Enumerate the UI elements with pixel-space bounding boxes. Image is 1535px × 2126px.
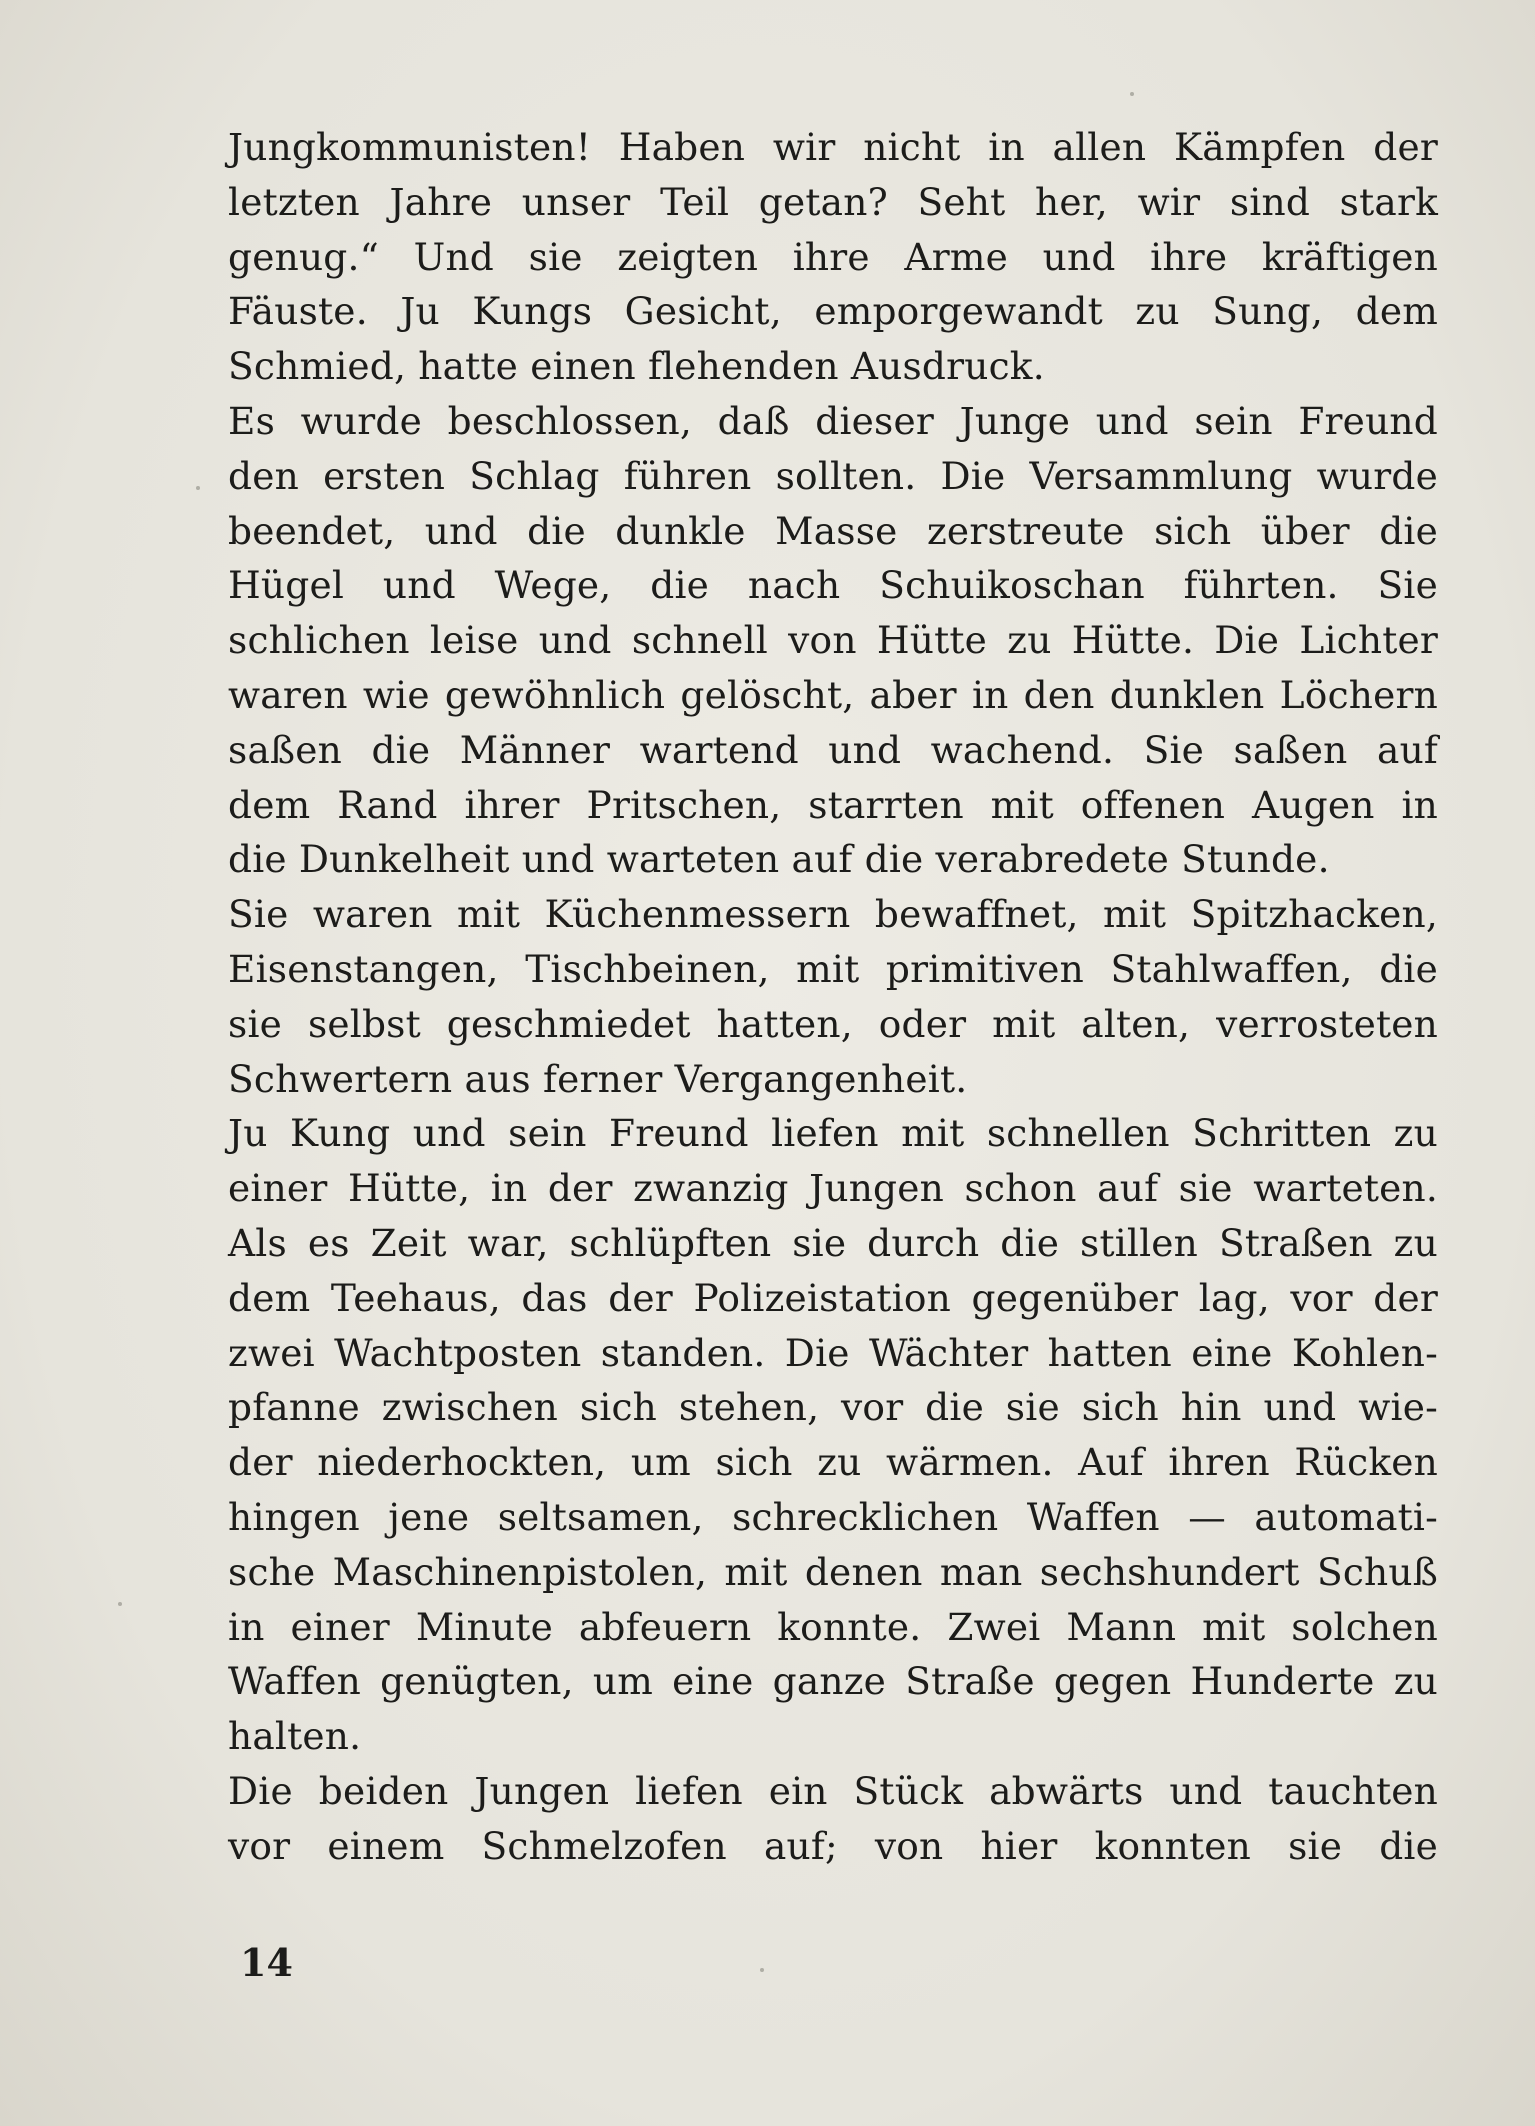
text-line: dem Rand ihrer Pritschen, starrten mit offenen Augen in bbox=[228, 782, 1438, 827]
text-line: Es wurde beschlossen, daß dieser Junge und sein Freund bbox=[228, 398, 1438, 443]
paper-speck bbox=[196, 486, 200, 490]
text-line: sie selbst geschmiedet hatten, oder mit alten, verrosteten bbox=[228, 1001, 1438, 1046]
text-line: Schwertern aus ferner Vergangenheit. bbox=[228, 1056, 968, 1101]
text-line: beendet, und die dunkle Masse zerstreute sich über die bbox=[228, 508, 1438, 553]
body-text bbox=[228, 120, 1438, 1874]
text-line: den ersten Schlag führen sollten. Die Versammlung wurde bbox=[228, 453, 1438, 498]
paper-speck bbox=[118, 1602, 122, 1606]
text-line: die Dunkelheit und warteten auf die verabredete Stunde. bbox=[228, 837, 1330, 882]
text-line: genug.“ Und sie zeigten ihre Arme und ihre kräftigen bbox=[228, 234, 1438, 279]
text-line: der niederhockten, um sich zu wärmen. Auf ihren Rücken bbox=[228, 1440, 1438, 1485]
text-line: Die beiden Jungen liefen ein Stück abwärts und tauchten bbox=[228, 1768, 1438, 1813]
text-line: Eisenstangen, Tischbeinen, mit primitiven Stahlwaffen, die bbox=[228, 946, 1438, 991]
text-line: saßen die Männer wartend und wachend. Sie saßen auf bbox=[228, 727, 1438, 772]
text-line: letzten Jahre unser Teil getan? Seht her, wir sind stark bbox=[228, 179, 1438, 224]
text-line: zwei Wachtposten standen. Die Wächter hatten eine Kohlen- bbox=[228, 1330, 1438, 1375]
text-line: Als es Zeit war, schlüpften sie durch die stillen Straßen zu bbox=[228, 1220, 1438, 1265]
text-line: in einer Minute abfeuern konnte. Zwei Mann mit solchen bbox=[228, 1604, 1438, 1649]
text-line: sche Maschinenpistolen, mit denen man sechshundert Schuß bbox=[228, 1549, 1438, 1594]
text-line: Waffen genügten, um eine ganze Straße gegen Hunderte zu bbox=[228, 1659, 1438, 1704]
page-number: 14 bbox=[240, 1940, 293, 1985]
text-line: waren wie gewöhnlich gelöscht, aber in den dunklen Löchern bbox=[228, 672, 1438, 717]
paper-speck bbox=[1130, 92, 1134, 96]
text-line: Sie waren mit Küchenmessern bewaffnet, mit Spitzhacken, bbox=[228, 892, 1438, 937]
text-line: vor einem Schmelzofen auf; von hier konnten sie die bbox=[228, 1823, 1438, 1868]
text-line: schlichen leise und schnell von Hütte zu Hütte. Die Lichter bbox=[228, 618, 1438, 663]
text-line: Schmied, hatte einen flehenden Ausdruck. bbox=[228, 344, 1045, 389]
text-line: pfanne zwischen sich stehen, vor die sie sich hin und wie- bbox=[228, 1385, 1438, 1430]
text-line: hingen jene seltsamen, schrecklichen Waffen — automati- bbox=[228, 1494, 1438, 1539]
text-line: einer Hütte, in der zwanzig Jungen schon auf sie warteten. bbox=[228, 1166, 1438, 1211]
text-line: Jungkommunisten! Haben wir nicht in allen Kämpfen der bbox=[228, 125, 1438, 169]
paper-speck bbox=[760, 1968, 764, 1972]
text-line: Hügel und Wege, die nach Schuikoschan führten. Sie bbox=[228, 563, 1438, 608]
text-line: Fäuste. Ju Kungs Gesicht, emporgewandt zu Sung, dem bbox=[228, 289, 1438, 334]
text-line: dem Teehaus, das der Polizeistation gegenüber lag, vor der bbox=[228, 1275, 1438, 1320]
text-line: halten. bbox=[228, 1714, 362, 1759]
text-line: Ju Kung und sein Freund liefen mit schnellen Schritten zu bbox=[228, 1111, 1438, 1156]
